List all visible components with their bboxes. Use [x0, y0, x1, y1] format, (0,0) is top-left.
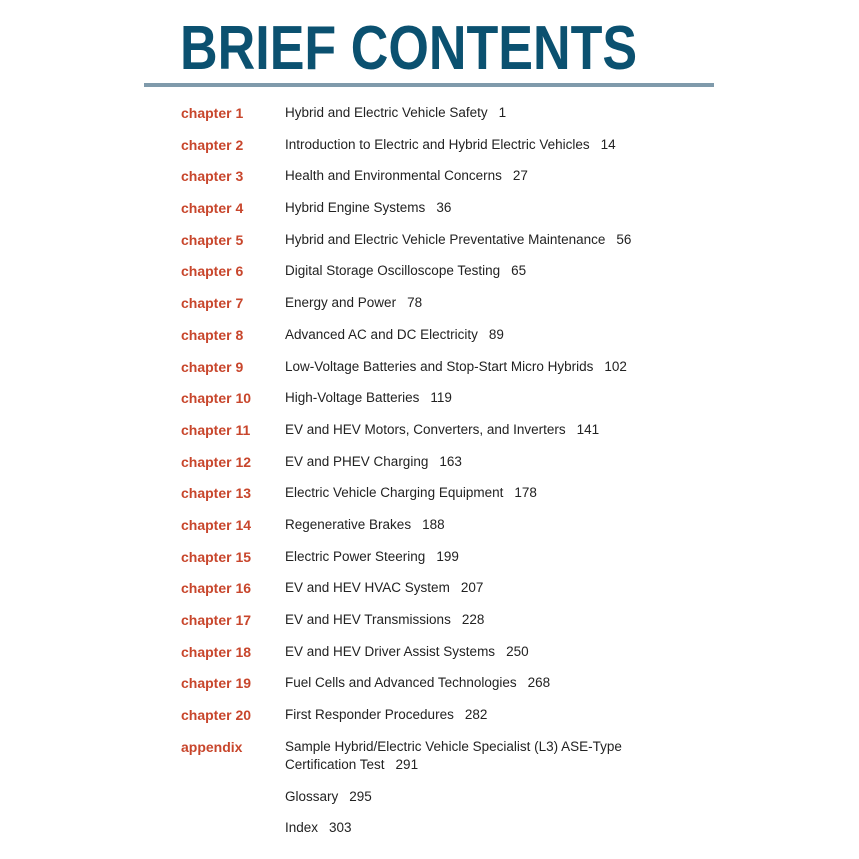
toc-row-chapter-14[interactable]: [181, 515, 741, 547]
chapter-label: chapter 9: [181, 358, 244, 375]
chapter-label: chapter 10: [181, 390, 252, 407]
table-of-contents: [181, 103, 741, 850]
appendix-label: appendix: [181, 738, 243, 755]
toc-row-chapter-12[interactable]: [181, 452, 741, 484]
page-number: 119: [430, 390, 452, 406]
chapter-label: chapter 12: [181, 453, 252, 470]
page-number: 141: [576, 421, 600, 437]
page-number: 199: [436, 548, 459, 564]
chapter-label: chapter 5: [181, 231, 244, 248]
chapter-title: EV and HEV Transmissions: [285, 612, 451, 627]
page-number: 291: [395, 756, 419, 772]
index-title: Index: [285, 820, 319, 836]
toc-row-glossary[interactable]: [181, 787, 741, 819]
chapter-title: High-Voltage Batteries: [285, 390, 420, 406]
chapter-label: chapter 11: [181, 421, 251, 438]
chapter-label: chapter 13: [181, 485, 252, 502]
page-title: BRIEF CONTENTS: [180, 14, 638, 83]
chapter-label: chapter 2: [181, 136, 244, 153]
page-number: 282: [464, 707, 488, 723]
chapter-title: Electric Vehicle Charging Equipment: [285, 485, 504, 501]
chapter-title: Energy and Power: [285, 295, 397, 311]
toc-row-chapter-7[interactable]: [181, 293, 741, 325]
toc-row-chapter-15[interactable]: [181, 547, 741, 579]
page-number: 188: [422, 516, 445, 532]
chapter-title: EV and HEV HVAC System: [285, 580, 450, 596]
chapter-label: chapter 6: [181, 263, 244, 280]
chapter-label: chapter 4: [181, 200, 244, 217]
chapter-label: chapter 20: [181, 707, 252, 724]
toc-row-appendix[interactable]: [181, 737, 741, 787]
page-number: 295: [349, 788, 372, 804]
page-number: 36: [436, 200, 452, 216]
chapter-label: chapter 14: [181, 516, 252, 533]
toc-row-chapter-19[interactable]: [181, 673, 741, 705]
chapter-label: chapter 1: [181, 105, 244, 121]
chapter-title: Regenerative Brakes: [285, 516, 412, 532]
chapter-title: EV and PHEV Charging: [285, 453, 429, 469]
chapter-label: chapter 3: [181, 168, 244, 185]
chapter-label: chapter 8: [181, 326, 244, 343]
toc-row-chapter-2[interactable]: [181, 135, 741, 167]
page-number: 89: [488, 326, 504, 342]
toc-row-chapter-18[interactable]: [181, 642, 741, 674]
chapter-title: Health and Environmental Concerns: [285, 168, 502, 184]
page-number: 207: [460, 580, 484, 596]
chapter-title: Hybrid and Electric Vehicle Preventative Maintenance: [285, 231, 606, 247]
title-divider: [144, 83, 714, 87]
chapter-title: Introduction to Electric and Hybrid Electric Vehicles: [285, 136, 590, 152]
toc-row-chapter-1[interactable]: [181, 103, 741, 135]
page-number: 250: [506, 643, 529, 659]
page-number: 163: [439, 453, 462, 469]
chapter-title: Hybrid and Electric Vehicle Safety: [285, 105, 488, 120]
chapter-title: Hybrid Engine Systems: [285, 200, 426, 216]
toc-row-chapter-11[interactable]: [181, 420, 741, 452]
chapter-label: chapter 17: [181, 612, 252, 628]
chapter-label: chapter 15: [181, 548, 252, 565]
chapter-label: chapter 16: [181, 580, 252, 597]
chapter-title: EV and HEV Driver Assist Systems: [285, 643, 496, 659]
toc-row-chapter-13[interactable]: [181, 483, 741, 515]
toc-row-index[interactable]: [181, 818, 741, 850]
toc-row-chapter-17[interactable]: [181, 610, 741, 642]
toc-row-chapter-3[interactable]: [181, 166, 741, 198]
chapter-title: Low-Voltage Batteries and Stop-Start Micro Hybrids: [285, 358, 594, 374]
page-number: 65: [511, 263, 527, 279]
glossary-title: Glossary: [285, 788, 339, 804]
chapter-title: Electric Power Steering: [285, 548, 426, 564]
page-number: 178: [514, 485, 537, 501]
page-number: 303: [329, 820, 352, 836]
chapter-title: Fuel Cells and Advanced Technologies: [285, 675, 517, 691]
toc-row-chapter-16[interactable]: [181, 578, 741, 610]
chapter-label: chapter 7: [181, 295, 244, 312]
toc-row-chapter-8[interactable]: [181, 325, 741, 357]
chapter-title: Digital Storage Oscilloscope Testing: [285, 263, 501, 279]
page-number: 102: [604, 358, 627, 374]
toc-row-chapter-20[interactable]: [181, 705, 741, 737]
chapter-label: chapter 18: [181, 643, 252, 660]
toc-row-chapter-10[interactable]: [181, 388, 741, 420]
page-number: 78: [407, 295, 423, 311]
page-number: 1: [498, 105, 507, 120]
toc-row-chapter-4[interactable]: [181, 198, 741, 230]
chapter-label: chapter 19: [181, 675, 252, 692]
appendix-title: Sample Hybrid/Electric Vehicle Specialist (L3) ASE-Type Certification Test: [285, 738, 622, 772]
page-number: 268: [527, 675, 551, 691]
chapter-title: Advanced AC and DC Electricity: [285, 326, 478, 342]
toc-row-chapter-5[interactable]: [181, 230, 741, 262]
chapter-title: EV and HEV Motors, Converters, and Inverters: [285, 421, 566, 437]
toc-row-chapter-6[interactable]: [181, 261, 741, 293]
page-number: 56: [616, 231, 632, 247]
page-number: 14: [600, 136, 616, 152]
chapter-title: First Responder Procedures: [285, 707, 454, 723]
page-number: 228: [461, 612, 485, 627]
toc-row-chapter-9[interactable]: [181, 357, 741, 389]
page-number: 27: [512, 168, 528, 184]
